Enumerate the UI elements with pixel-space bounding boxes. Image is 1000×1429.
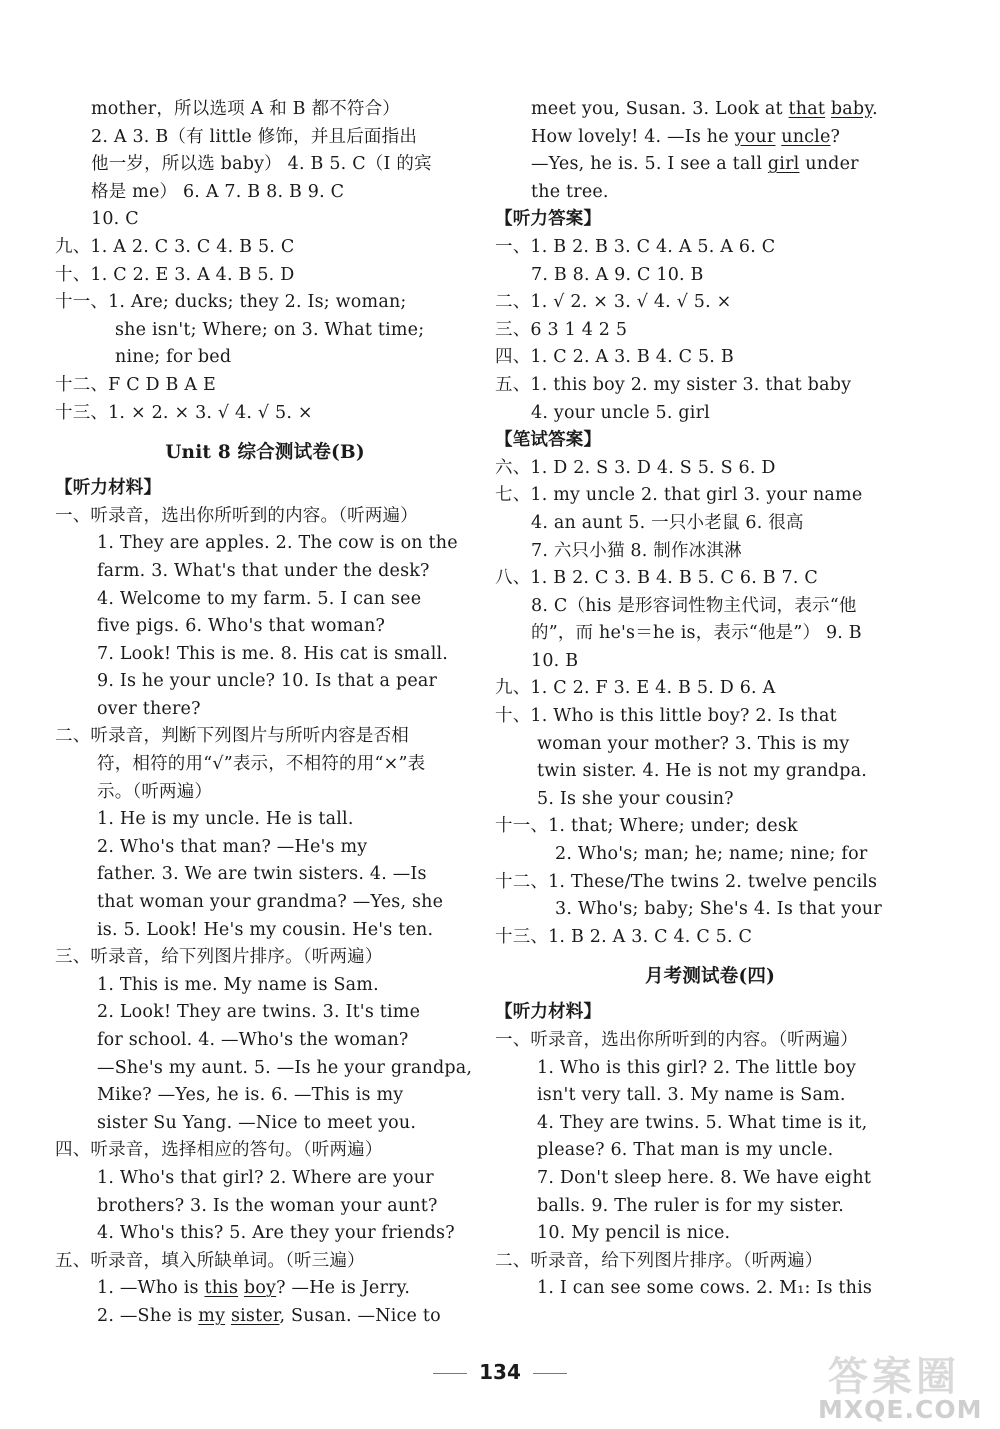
answer-line: 九、1. C 2. F 3. E 4. B 5. D 6. A: [495, 678, 776, 699]
text-line: 1. I can see some cows. 2. M₁: Is this: [537, 1278, 873, 1299]
answer-line: 三、6 3 1 4 2 5: [495, 319, 628, 340]
text-line: 2. Who's that man? —He's my: [97, 836, 368, 857]
filled-blank: uncle: [781, 126, 831, 147]
text-line: brothers? 3. Is the woman your aunt?: [97, 1195, 438, 1216]
listening-material-header: 【听力材料】: [55, 478, 162, 499]
filled-blank: boy: [243, 1278, 277, 1299]
filled-blank: that: [788, 99, 826, 119]
question-heading: 一、听录音，选出你所听到的内容。（听两遍）: [55, 505, 418, 526]
answer-line: 五、1. this boy 2. my sister 3. that baby: [495, 374, 852, 395]
question-heading: 五、听录音，填入所缺单词。（听三遍）: [55, 1250, 365, 1271]
answer-line: 8. C（his 是形容词性物主代词，表示“他: [531, 595, 857, 616]
filled-blank: this: [204, 1278, 239, 1299]
fill-blank-line: —Yes, he is. 5. I see a tall girl under: [531, 154, 859, 175]
text-line: 2. Look! They are twins. 3. It's time: [97, 1002, 421, 1023]
text-line: 他一岁，所以选 baby） 4. B 5. C（I 的宾: [91, 154, 432, 175]
text-line: that woman your grandma? —Yes, she: [97, 892, 444, 913]
text-line: 10. My pencil is nice.: [537, 1223, 731, 1244]
text-line: 4. They are twins. 5. What time is it,: [537, 1112, 868, 1133]
answer-line: 四、1. C 2. A 3. B 4. C 5. B: [495, 347, 734, 368]
text-line: sister Su Yang. —Nice to meet you.: [97, 1112, 417, 1133]
text-line: the tree.: [531, 181, 609, 202]
answer-line: 十一、1. that; Where; under; desk: [495, 816, 798, 837]
answer-line: 7. 六只小猫 8. 制作冰淇淋: [531, 540, 742, 561]
text-line: 7. Look! This is me. 8. His cat is small.: [97, 643, 449, 664]
question-heading: 三、听录音，给下列图片排序。（听两遍）: [55, 947, 383, 968]
text-line: 1. They are apples. 2. The cow is on the: [97, 533, 458, 554]
text-line: for school. 4. —Who's the woman?: [97, 1030, 409, 1050]
section-title: 月考测试卷(四): [644, 966, 776, 988]
answer-line: 3. Who's; baby; She's 4. Is that your: [555, 899, 882, 920]
answer-line: 5. Is she your cousin?: [537, 788, 734, 809]
text-line: 10. C: [91, 209, 139, 230]
text-line: mother，所以选项 A 和 B 都不符合）: [91, 99, 401, 119]
listening-answers-header: 【听力答案】: [495, 209, 602, 230]
filled-blank: girl: [767, 154, 800, 175]
question-heading: 二、听录音，给下列图片排序。（听两遍）: [495, 1250, 823, 1271]
answer-line: 十一、1. Are; ducks; they 2. Is; woman;: [55, 292, 407, 313]
question-heading: 四、听录音，选择相应的答句。（听两遍）: [55, 1140, 383, 1161]
divider: [533, 1373, 567, 1374]
watermark-url: MXQE.COM: [818, 1395, 983, 1424]
answer-line: 的”，而 he's＝he is，表示“他是”） 9. B: [531, 623, 862, 644]
answer-line: 二、1. √ 2. × 3. √ 4. √ 5. ×: [495, 292, 732, 313]
answer-line: 六、1. D 2. S 3. D 4. S 5. S 6. D: [495, 457, 776, 478]
text-line: Mike? —Yes, he is. 6. —This is my: [97, 1085, 404, 1106]
section-title: Unit 8 综合测试卷(B): [165, 442, 365, 464]
answer-line: 2. Who's; man; he; name; nine; for: [555, 844, 868, 865]
text-line: 9. Is he your uncle? 10. Is that a pear: [97, 671, 438, 692]
text-line: farm. 3. What's that under the desk?: [97, 560, 430, 581]
text-line: —She's my aunt. 5. —Is he your grandpa,: [97, 1057, 473, 1078]
text-line: 2. A 3. B（有 little 修饰，并且后面指出: [91, 126, 418, 147]
left-column: [55, 96, 475, 1331]
text-line: 4. Welcome to my farm. 5. I can see: [97, 588, 422, 609]
text-line: five pigs. 6. Who's that woman?: [97, 616, 386, 637]
filled-blank: baby: [830, 99, 873, 119]
text-line: father. 3. We are twin sisters. 4. —Is: [97, 864, 427, 885]
answer-line: 7. B 8. A 9. C 10. B: [531, 264, 704, 285]
text-line: 1. He is my uncle. He is tall.: [97, 809, 354, 830]
text-line: 4. Who's this? 5. Are they your friends?: [97, 1223, 455, 1244]
text-line: 7. Don't sleep here. 8. We have eight: [537, 1167, 872, 1188]
text-line: nine; for bed: [115, 347, 232, 368]
answer-line: 十二、F C D B A E: [55, 374, 216, 395]
answer-line: 一、1. B 2. B 3. C 4. A 5. A 6. C: [495, 236, 776, 257]
text-line: 1. Who is this girl? 2. The little boy: [537, 1057, 857, 1078]
text-line: 1. This is me. My name is Sam.: [97, 974, 379, 995]
listening-material-header: 【听力材料】: [495, 1002, 602, 1023]
text-line: over there?: [97, 698, 201, 719]
text-line: she isn't; Where; on 3. What time;: [115, 319, 425, 340]
question-heading: 符，相符的用“√”表示，不相符的用“×”表: [97, 754, 426, 775]
answer-line: woman your mother? 3. This is my: [537, 733, 850, 754]
fill-blank-line: How lovely! 4. —Is he your uncle?: [531, 126, 841, 147]
answer-line: 十三、1. × 2. × 3. √ 4. √ 5. ×: [55, 402, 313, 423]
right-column: [495, 96, 925, 1303]
text-line: 1. Who's that girl? 2. Where are your: [97, 1167, 434, 1188]
question-heading: 示。（听两遍）: [97, 781, 213, 802]
answer-line: 九、1. A 2. C 3. C 4. B 5. C: [55, 236, 295, 257]
filled-blank: sister: [230, 1305, 280, 1326]
fill-blank-line: 1. —Who is this boy? —He is Jerry.: [97, 1278, 411, 1299]
question-heading: 二、听录音，判断下列图片与所听内容是否相: [55, 726, 409, 747]
answer-line: 七、1. my uncle 2. that girl 3. your name: [495, 485, 863, 506]
answer-line: 十、1. C 2. E 3. A 4. B 5. D: [55, 264, 295, 285]
page-number: 134: [479, 1360, 521, 1384]
fill-blank-line: 2. —She is my sister, Susan. —Nice to: [97, 1305, 441, 1326]
answer-line: 4. an aunt 5. 一只小老鼠 6. 很高: [531, 512, 804, 533]
question-heading: 一、听录音，选出你所听到的内容。（听两遍）: [495, 1030, 858, 1050]
filled-blank: my: [198, 1305, 226, 1326]
answer-line: 八、1. B 2. C 3. B 4. B 5. C 6. B 7. C: [495, 568, 819, 589]
text-line: isn't very tall. 3. My name is Sam.: [537, 1085, 846, 1106]
divider: [433, 1373, 467, 1374]
text-line: is. 5. Look! He's my cousin. He's ten.: [97, 919, 434, 940]
written-answers-header: 【笔试答案】: [495, 430, 602, 451]
answer-line: 十二、1. These/The twins 2. twelve pencils: [495, 871, 878, 892]
fill-blank-line: meet you, Susan. 3. Look at that baby.: [531, 99, 878, 119]
watermark-text: 答案圈: [828, 1354, 960, 1400]
answer-line: twin sister. 4. He is not my grandpa.: [537, 761, 868, 782]
text-line: please? 6. That man is my uncle.: [537, 1140, 834, 1161]
answer-line: 10. B: [531, 650, 579, 671]
text-line: balls. 9. The ruler is for my sister.: [537, 1195, 845, 1216]
answer-line: 十、1. Who is this little boy? 2. Is that: [495, 706, 837, 727]
answer-line: 十三、1. B 2. A 3. C 4. C 5. C: [495, 926, 753, 947]
text-line: 格是 me） 6. A 7. B 8. B 9. C: [91, 181, 345, 202]
filled-blank: your: [734, 126, 776, 147]
answer-line: 4. your uncle 5. girl: [531, 402, 710, 423]
watermark-logo: [800, 1345, 990, 1423]
